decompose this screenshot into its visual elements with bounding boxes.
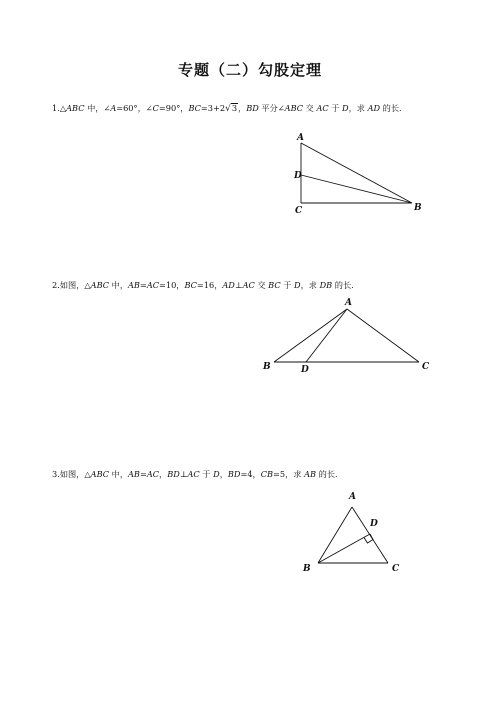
math-var: AC: [146, 469, 160, 479]
text-run: ⊥: [234, 280, 243, 290]
text-run: 如图，△: [59, 469, 91, 479]
text-run: =60°，∠: [116, 103, 153, 113]
label-a: A: [345, 298, 352, 308]
math-var: AB: [128, 469, 140, 479]
segment-bd: [318, 534, 370, 563]
text-run: 中，: [109, 469, 129, 479]
text-run: 交: [254, 280, 269, 290]
text-run: 的长.: [380, 103, 402, 113]
text-run: ，: [238, 103, 247, 113]
label-c: C: [295, 206, 303, 216]
text-run: 于: [328, 103, 343, 113]
math-var: D: [213, 469, 220, 479]
segment-ab: [318, 507, 352, 563]
label-b: B: [414, 203, 422, 213]
segment-bd: [301, 175, 412, 203]
problem-number: 3.: [52, 469, 60, 479]
text-run: 交: [303, 103, 317, 113]
math-var: AC: [242, 280, 255, 290]
text-run: =3+2: [200, 103, 226, 113]
label-b: B: [263, 362, 271, 372]
text-run: 于: [280, 280, 295, 290]
math-var: BD: [167, 469, 180, 479]
math-var: A: [110, 103, 117, 113]
math-var: ABC: [90, 280, 110, 290]
text-run: 的长.: [316, 469, 338, 479]
text-run: 平分∠: [258, 103, 285, 113]
math-var: AC: [316, 103, 329, 113]
math-var: D: [342, 103, 349, 113]
text-run: 的长.: [332, 280, 354, 290]
math-var: AD: [222, 280, 235, 290]
math-var: AB: [128, 280, 140, 290]
text-run: =4，: [240, 469, 261, 479]
text-run: ，: [159, 469, 168, 479]
label-c: C: [422, 362, 430, 372]
text-run: ，: [219, 469, 228, 479]
segment-ac: [347, 309, 419, 362]
problem-2-text: [52, 280, 354, 291]
text-run: 中，: [109, 280, 129, 290]
math-var: AC: [187, 469, 200, 479]
math-var: BC: [188, 103, 201, 113]
text-run: ，求: [348, 103, 368, 113]
text-run: ，求: [300, 280, 320, 290]
label-d: D: [294, 171, 302, 181]
text-run: ⊥: [179, 469, 188, 479]
math-var: C: [152, 103, 159, 113]
text-run: =: [139, 280, 147, 290]
label-b: B: [303, 564, 311, 574]
segment-ab: [274, 309, 347, 362]
math-var: BC: [184, 280, 197, 290]
label-d: D: [301, 365, 309, 375]
math-var: AD: [367, 103, 381, 113]
text-run: 于: [199, 469, 214, 479]
label-a: A: [349, 492, 356, 502]
sqrt-radicand: 3: [231, 103, 238, 113]
math-var: AC: [146, 280, 160, 290]
problem-1-text: 1.△ABC 中，∠A=60°，∠C=90°，BC=3+2√3，BD 平分∠ABC 交 AC 于 D，求 AD 的长.: [52, 103, 402, 114]
math-var: BD: [246, 103, 259, 113]
text-run: =: [139, 469, 147, 479]
text-run: =5，求: [273, 469, 305, 479]
text-run: 中，∠: [84, 103, 111, 113]
math-var: BD: [227, 469, 241, 479]
text-run: △: [59, 103, 67, 113]
math-var: ABC: [66, 103, 85, 113]
math-var: ABC: [90, 469, 110, 479]
problem-number: 2.: [52, 280, 60, 290]
math-var: ABC: [284, 103, 304, 113]
math-var: CB: [260, 469, 274, 479]
problem-3-text: [52, 469, 338, 480]
label-c: C: [392, 564, 400, 574]
text-run: =16，: [196, 280, 223, 290]
segment-ab: [301, 143, 412, 203]
text-run: 如图，△: [59, 280, 91, 290]
segment-ad: [306, 309, 347, 362]
segment-ac: [352, 507, 388, 563]
math-var: DB: [319, 280, 333, 290]
text-run: =90°，: [158, 103, 189, 113]
math-var: D: [294, 280, 301, 290]
page-title: 专题（二）勾股定理: [177, 61, 322, 79]
label-a: A: [297, 133, 304, 143]
math-var: AB: [304, 469, 317, 479]
math-var: BC: [268, 280, 281, 290]
label-d: D: [370, 519, 378, 529]
text-run: =10，: [159, 280, 185, 290]
problem-number: 1.: [52, 103, 60, 113]
